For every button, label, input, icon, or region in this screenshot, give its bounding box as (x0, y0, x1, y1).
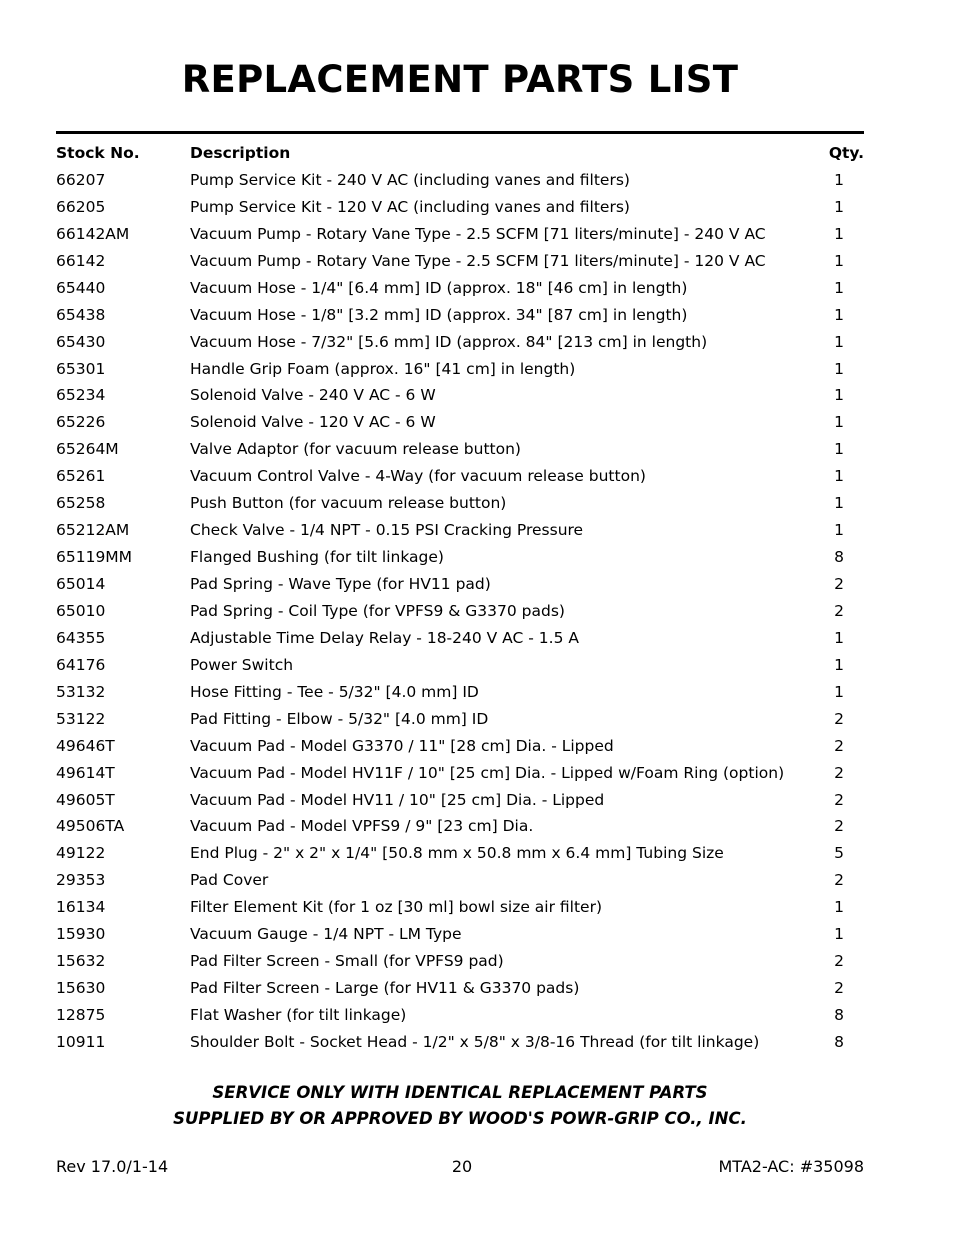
header-rule (56, 131, 864, 134)
quantity-cell: 1 (834, 278, 844, 297)
quantity-cell: 2 (834, 736, 844, 755)
stock-number-cell: 65014 (56, 575, 106, 593)
quantity-cell: 2 (834, 952, 844, 971)
stock-number-cell: 49646T (56, 736, 115, 755)
description-cell: Vacuum Gauge - 1/4 NPT - LM Type (190, 925, 462, 944)
stock-number-cell: 66142 (56, 251, 106, 270)
stock-number-cell: 65440 (56, 278, 106, 297)
quantity-cell: 8 (834, 1006, 844, 1024)
quantity-cell: 1 (834, 440, 844, 459)
stock-number-cell: 12875 (56, 1006, 106, 1024)
stock-number-cell: 29353 (56, 871, 106, 890)
table-row (56, 813, 864, 840)
table-row (56, 733, 864, 760)
stock-number-cell: 15632 (56, 952, 106, 971)
quantity-cell: 1 (834, 197, 844, 216)
description-cell: Pad Cover (190, 871, 269, 890)
description-cell: Shoulder Bolt - Socket Head - 1/2" x 5/8" x 3/8-16 Thread (for tilt linkage) (190, 1032, 760, 1051)
stock-number-cell: 66205 (56, 197, 106, 216)
stock-number-cell: 49506TA (56, 817, 125, 836)
quantity-cell: 2 (834, 709, 844, 728)
service-notice-line-2: SUPPLIED BY OR APPROVED BY WOOD'S POWR-GRIP CO., INC. (173, 1109, 747, 1128)
table-row (56, 463, 864, 490)
description-cell: Vacuum Pad - Model G3370 / 11" [28 cm] Dia. - Lipped (190, 736, 614, 755)
description-cell: Pad Spring - Coil Type (for VPFS9 & G3370 pads) (190, 601, 565, 620)
stock-number-cell: 64355 (56, 628, 106, 647)
stock-number-cell: 53132 (56, 682, 106, 701)
quantity-cell: 2 (834, 790, 844, 809)
quantity-cell: 1 (834, 682, 844, 701)
footer-document-id: MTA2-AC: #35098 (718, 1157, 864, 1176)
table-row (56, 382, 864, 409)
column-header-stock: Stock No. (56, 144, 140, 162)
stock-number-cell: 66207 (56, 170, 106, 189)
description-cell: Pump Service Kit - 120 V AC (including vanes and filters) (190, 197, 630, 216)
quantity-cell: 2 (834, 817, 844, 836)
table-row (56, 221, 864, 248)
column-header-qty: Qty. (828, 144, 864, 162)
description-cell: Valve Adaptor (for vacuum release button) (190, 440, 521, 459)
description-cell: Pad Filter Screen - Large (for HV11 & G3370 pads) (190, 979, 580, 998)
stock-number-cell: 65301 (56, 359, 106, 378)
quantity-cell: 1 (834, 628, 844, 647)
table-row (56, 409, 864, 436)
quantity-cell: 5 (834, 844, 844, 863)
quantity-cell: 1 (834, 251, 844, 270)
quantity-cell: 1 (834, 170, 844, 189)
description-cell: Flat Washer (for tilt linkage) (190, 1006, 407, 1024)
table-row (56, 194, 864, 221)
page-title: REPLACEMENT PARTS LIST (181, 58, 739, 101)
description-cell: Vacuum Hose - 7/32" [5.6 mm] ID (approx. 84" [213 cm] in length) (190, 332, 708, 351)
footer-revision: Rev 17.0/1-14 (56, 1157, 169, 1176)
parts-table (56, 140, 864, 1056)
quantity-cell: 1 (834, 521, 844, 540)
stock-number-cell: 65261 (56, 467, 106, 486)
table-body (56, 167, 864, 1056)
description-cell: Vacuum Control Valve - 4-Way (for vacuum release button) (190, 467, 646, 486)
description-cell: Vacuum Hose - 1/8" [3.2 mm] ID (approx. 34" [87 cm] in length) (190, 305, 688, 324)
quantity-cell: 1 (834, 305, 844, 324)
description-cell: Vacuum Pump - Rotary Vane Type - 2.5 SCFM [71 liters/minute] - 120 V AC (190, 251, 766, 270)
table-row (56, 787, 864, 814)
description-cell: Flanged Bushing (for tilt linkage) (190, 548, 444, 567)
stock-number-cell: 65258 (56, 494, 106, 513)
table-row (56, 490, 864, 517)
description-cell: Hose Fitting - Tee - 5/32" [4.0 mm] ID (190, 682, 479, 701)
description-cell: Push Button (for vacuum release button) (190, 494, 507, 513)
stock-number-cell: 65119MM (56, 548, 133, 567)
quantity-cell: 1 (834, 898, 844, 917)
description-cell: Vacuum Pad - Model VPFS9 / 9" [23 cm] Dia. (190, 817, 534, 836)
table-row (56, 921, 864, 948)
service-notice-line-1: SERVICE ONLY WITH IDENTICAL REPLACEMENT PARTS (212, 1083, 708, 1102)
stock-number-cell: 65226 (56, 413, 106, 432)
table-row (56, 167, 864, 194)
stock-number-cell: 64176 (56, 655, 106, 674)
description-cell: Pump Service Kit - 240 V AC (including vanes and filters) (190, 170, 630, 189)
table-row (56, 329, 864, 356)
column-header-description: Description (190, 144, 291, 162)
table-row (56, 652, 864, 679)
description-cell: Pad Spring - Wave Type (for HV11 pad) (190, 575, 491, 593)
table-row (56, 571, 864, 598)
table-row (56, 248, 864, 275)
quantity-cell: 1 (834, 224, 844, 243)
table-row (56, 302, 864, 329)
description-cell: Adjustable Time Delay Relay - 18-240 V AC - 1.5 A (190, 628, 579, 647)
stock-number-cell: 65438 (56, 305, 106, 324)
stock-number-cell: 15630 (56, 979, 106, 998)
table-row (56, 760, 864, 787)
quantity-cell: 2 (834, 871, 844, 890)
table-row (56, 840, 864, 867)
footer-page-number: 20 (451, 1157, 473, 1176)
quantity-cell: 1 (834, 655, 844, 674)
description-cell: Pad Fitting - Elbow - 5/32" [4.0 mm] ID (190, 709, 489, 728)
table-row (56, 275, 864, 302)
description-cell: Solenoid Valve - 240 V AC - 6 W (190, 386, 436, 405)
quantity-cell: 1 (834, 467, 844, 486)
description-cell: Vacuum Pump - Rotary Vane Type - 2.5 SCFM [71 liters/minute] - 240 V AC (190, 224, 766, 243)
stock-number-cell: 65010 (56, 601, 106, 620)
quantity-cell: 2 (834, 763, 844, 782)
quantity-cell: 8 (834, 548, 844, 567)
quantity-cell: 1 (834, 413, 844, 432)
stock-number-cell: 53122 (56, 709, 106, 728)
stock-number-cell: 65234 (56, 386, 106, 405)
quantity-cell: 1 (834, 332, 844, 351)
description-cell: Vacuum Pad - Model HV11 / 10" [25 cm] Dia. - Lipped (190, 790, 605, 809)
table-row (56, 356, 864, 383)
description-cell: Handle Grip Foam (approx. 16" [41 cm] in length) (190, 359, 576, 378)
table-row (56, 948, 864, 975)
stock-number-cell: 65264M (56, 440, 119, 459)
stock-number-cell: 15930 (56, 925, 106, 944)
quantity-cell: 2 (834, 601, 844, 620)
description-cell: Filter Element Kit (for 1 oz [30 ml] bowl size air filter) (190, 898, 603, 917)
stock-number-cell: 66142AM (56, 224, 130, 243)
stock-number-cell: 49605T (56, 790, 115, 809)
table-row (56, 544, 864, 571)
description-cell: Check Valve - 1/4 NPT - 0.15 PSI Cracking Pressure (190, 521, 584, 540)
quantity-cell: 1 (834, 359, 844, 378)
description-cell: Power Switch (190, 655, 294, 674)
stock-number-cell: 16134 (56, 898, 106, 917)
quantity-cell: 8 (834, 1032, 844, 1051)
table-row (56, 517, 864, 544)
table-row (56, 1029, 864, 1056)
stock-number-cell: 49614T (56, 763, 115, 782)
table-header-row (56, 140, 864, 167)
service-notice (0, 1080, 920, 1132)
table-row (56, 679, 864, 706)
quantity-cell: 2 (834, 979, 844, 998)
table-row (56, 1002, 864, 1029)
description-cell: Vacuum Pad - Model HV11F / 10" [25 cm] Dia. - Lipped w/Foam Ring (option) (190, 763, 785, 782)
table-row (56, 598, 864, 625)
quantity-cell: 1 (834, 494, 844, 513)
quantity-cell: 1 (834, 386, 844, 405)
stock-number-cell: 49122 (56, 844, 106, 863)
description-cell: Pad Filter Screen - Small (for VPFS9 pad) (190, 952, 504, 971)
quantity-cell: 2 (834, 575, 844, 593)
description-cell: Solenoid Valve - 120 V AC - 6 W (190, 413, 436, 432)
quantity-cell: 1 (834, 925, 844, 944)
page-footer (56, 1154, 864, 1180)
table-row (56, 625, 864, 652)
table-row (56, 975, 864, 1002)
stock-number-cell: 65430 (56, 332, 106, 351)
description-cell: End Plug - 2" x 2" x 1/4" [50.8 mm x 50.8 mm x 6.4 mm] Tubing Size (190, 844, 724, 863)
table-row (56, 706, 864, 733)
table-row (56, 894, 864, 921)
table-row (56, 436, 864, 463)
stock-number-cell: 10911 (56, 1032, 106, 1051)
table-row (56, 867, 864, 894)
stock-number-cell: 65212AM (56, 521, 130, 540)
description-cell: Vacuum Hose - 1/4" [6.4 mm] ID (approx. 18" [46 cm] in length) (190, 278, 688, 297)
